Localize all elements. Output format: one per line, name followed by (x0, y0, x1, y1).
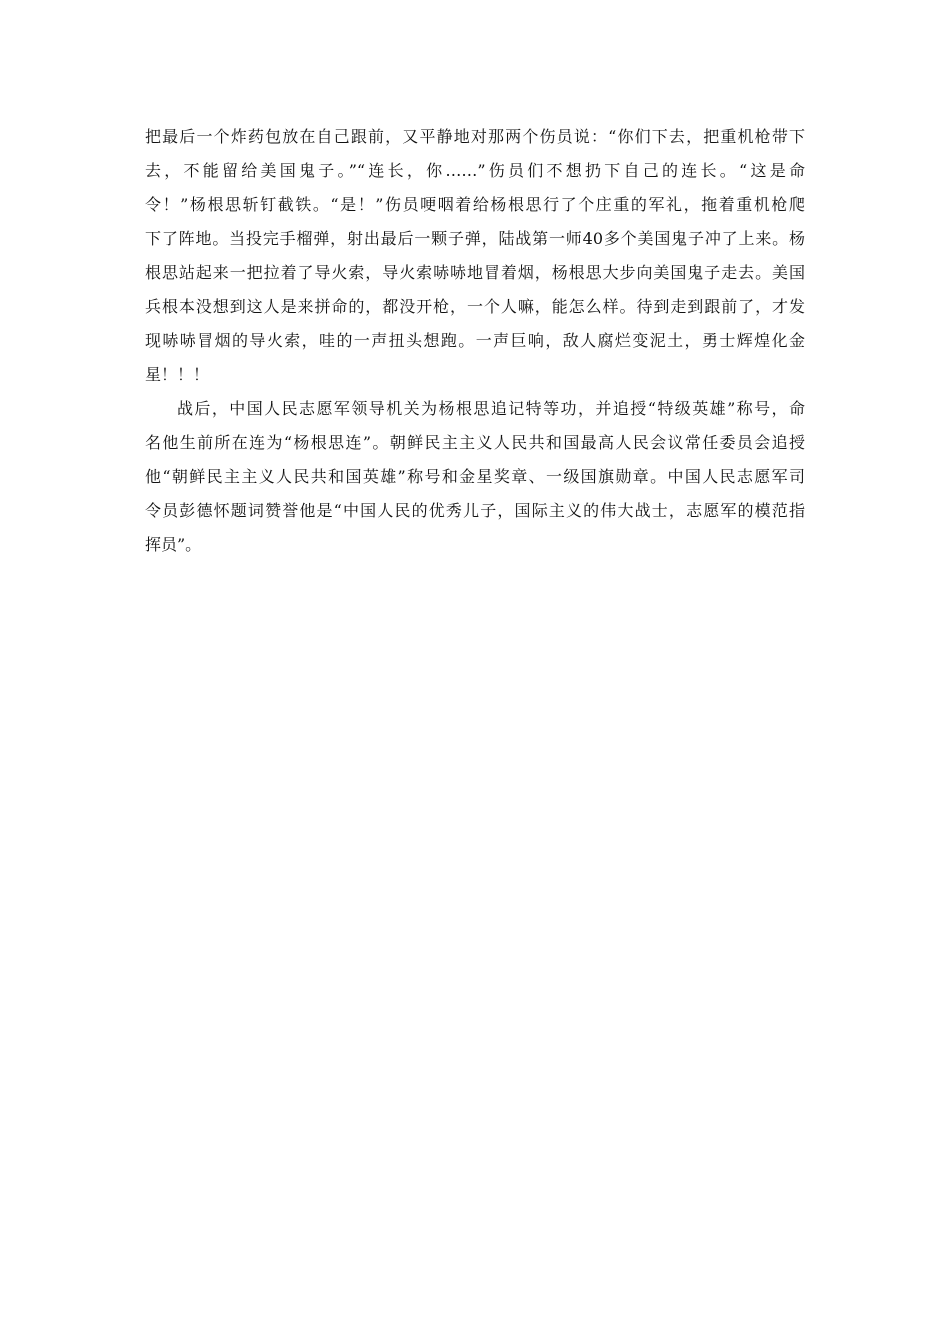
text-line: 下了阵地。当投完手榴弹，射出最后一颗子弹，陆战第一师40多个美国鬼子冲了上来。杨 (145, 229, 805, 248)
text-line: 战后，中国人民志愿军领导机关为杨根思追记特等功，并追授“特级英雄”称号，命 (177, 399, 805, 418)
paragraph-2 (145, 392, 805, 562)
text-line: 兵根本没想到这人是来拼命的，都没开枪，一个人嘛，能怎么样。待到走到跟前了，才发 (145, 297, 805, 316)
paragraph-1 (145, 120, 805, 392)
text-line: 令！”杨根思斩钉截铁。“是！”伤员哽咽着给杨根思行了个庄重的军礼，拖着重机枪爬 (145, 195, 805, 214)
text-line: 根思站起来一把拉着了导火索，导火索哧哧地冒着烟，杨根思大步向美国鬼子走去。美国 (145, 263, 805, 282)
text-line: 名他生前所在连为“杨根思连”。朝鲜民主主义人民共和国最高人民会议常任委员会追授 (145, 433, 805, 452)
text-line: 把最后一个炸药包放在自己跟前，又平静地对那两个伤员说：“你们下去，把重机枪带下 (145, 127, 805, 146)
text-line: 星！！！ (145, 365, 210, 384)
text-line: 去，不能留给美国鬼子。”“连长，你……”伤员们不想扔下自己的连长。“这是命 (145, 161, 805, 180)
text-line: 他“朝鲜民主主义人民共和国英雄”称号和金星奖章、一级国旗勋章。中国人民志愿军司 (145, 467, 805, 486)
text-line: 现哧哧冒烟的导火索，哇的一声扭头想跑。一声巨响，敌人腐烂变泥土，勇士辉煌化金 (145, 331, 805, 350)
text-line: 令员彭德怀题词赞誉他是“中国人民的优秀儿子，国际主义的伟大战士，志愿军的模范指 (145, 501, 805, 520)
text-line: 挥员”。 (145, 535, 202, 554)
body-text (145, 120, 805, 562)
